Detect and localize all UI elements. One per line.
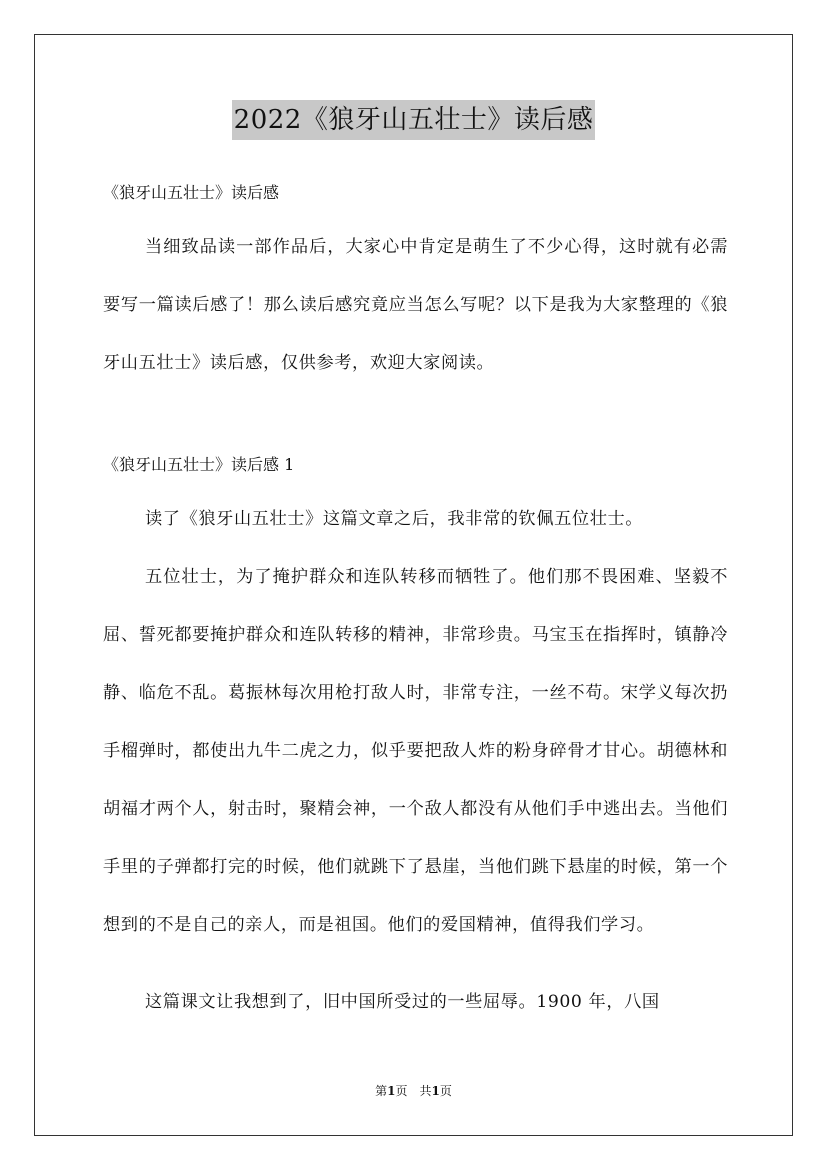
section-heading: 《狼牙山五壮士》读后感 1 — [103, 455, 295, 474]
footer-page-suffix: 页 — [439, 1084, 452, 1098]
footer-page-current: 1 — [387, 1084, 396, 1098]
footer-page-total: 1 — [431, 1084, 440, 1098]
body-paragraph-3: 这篇课文让我想到了，旧中国所受过的一些屈辱。1900 年，八国 — [145, 992, 660, 1012]
document-title-text: 2022《狼牙山五壮士》读后感 — [232, 100, 596, 140]
document-title — [0, 100, 827, 140]
document-subtitle: 《狼牙山五壮士》读后感 — [103, 183, 280, 202]
body-paragraph-2: 五位壮士，为了掩护群众和连队转移而牺牲了。他们那不畏困难、坚毅不屈、誓死都要掩护群众和连队转移的精神，非常珍贵。马宝玉在指挥时，镇静冷静、临危不乱。葛振林每次用枪打敌人时，非常专注，一丝不苟。宋学义每次扔手榴弹时，都使出九牛二虎之力，似乎要把敌人炸的粉身碎骨才甘心。胡德林和胡福才两个人，射击时，聚精会神，一个敌人都没有从他们手中逃出去。当他们手里的子弹都打完的时候，他们就跳下了悬崖，当他们跳下悬崖的时候，第一个想到的不是自己的亲人，而是祖国。他们的爱国精神，值得我们学习。 — [103, 567, 728, 935]
body-paragraph-1: 读了《狼牙山五壮士》这篇文章之后，我非常的钦佩五位壮士。 — [145, 509, 644, 529]
intro-paragraph: 当细致品读一部作品后，大家心中肯定是萌生了不少心得，这时就有必需要写一篇读后感了！那么读后感究竟应当怎么写呢？以下是我为大家整理的《狼牙山五壮士》读后感，仅供参考，欢迎大家阅读。 — [103, 237, 728, 373]
footer-page-prefix: 第 — [375, 1084, 388, 1098]
footer-page-mid: 页 共 — [395, 1084, 432, 1098]
page-footer — [0, 1082, 827, 1100]
